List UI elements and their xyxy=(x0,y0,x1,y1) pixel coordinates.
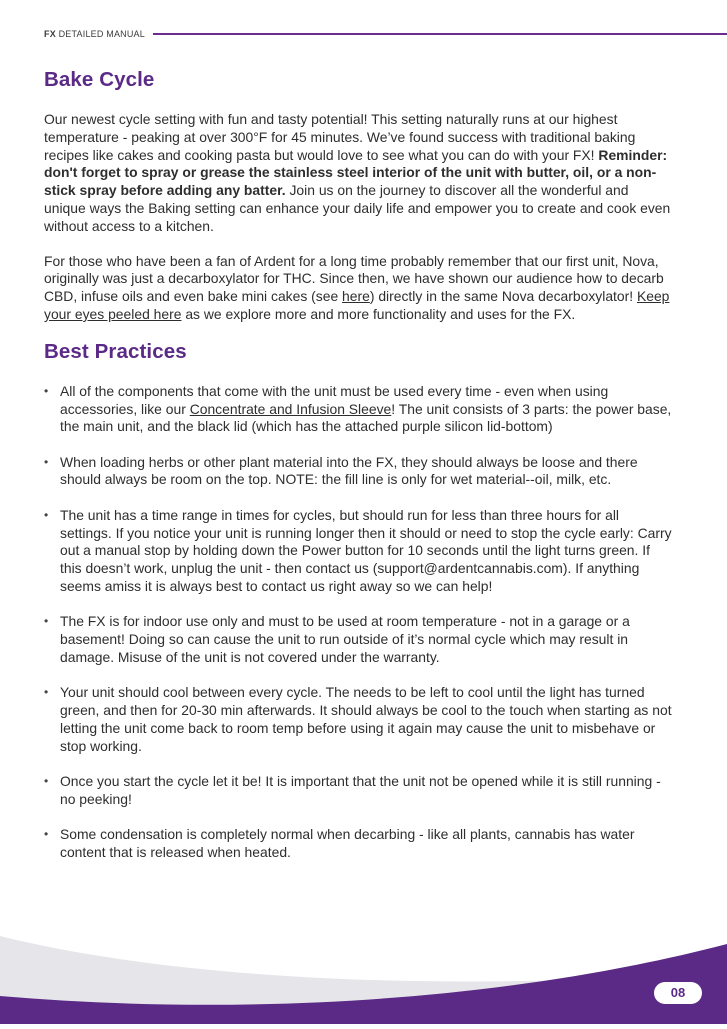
bake-p1-text-a: Our newest cycle setting with fun and tasty potential! This setting naturally runs at our highest temperature - peaking at over 300°F for 45 minutes. We’ve found success with traditional baking recipes like cakes and cooking pasta but would love to see what you can do with your FX! xyxy=(44,111,636,163)
here-link[interactable]: here xyxy=(342,288,370,305)
list-item xyxy=(44,383,674,436)
manual-title-bold: FX xyxy=(44,29,56,39)
bake-reminder: Reminder: don't forget to spray or grease the stainless steel interior of the unit with butter, oil, or a non-stick spray before adding any batter. xyxy=(44,146,668,199)
bake-cycle-paragraph-1 xyxy=(44,111,674,236)
page-footer xyxy=(0,914,727,1024)
page-number: 08 xyxy=(654,982,702,1004)
best-practices-list xyxy=(44,383,674,862)
bullet-1-text-b: ! The unit consists of 3 parts: the power base, the main unit, and the black lid (which has the attached purple silicon lid-bottom) xyxy=(60,400,672,435)
bullet-1-text-a: All of the components that come with the unit must be used every time - even when using accessories, like our xyxy=(60,382,609,417)
list-item: • The unit has a time range in times for cycles, but should run for less than three hours for all settings. If you notice your unit is running longer then it should or need to stop the cycle early: Carry out a manual stop by holding down the Power button for 10 seconds until the light turns green. If this doesn’t work, unplug the unit - then contact us (support@ardentcannabis.com). If anything seems amiss it is always best to contact us right away so we can help! xyxy=(44,507,674,596)
bake-p1-text-b: Join us on the journey to discover all the wonderful and unique ways the Baking setting can enhance your daily life and empower you to create and cook even without access to a kitchen. xyxy=(44,182,671,234)
list-item: • When loading herbs or other plant material into the FX, they should always be loose and there should always be room on the top. NOTE: the fill line is only for wet material--oil, milk, etc. xyxy=(44,454,674,490)
manual-title xyxy=(44,29,145,39)
list-item: • Your unit should cool between every cycle. The needs to be left to cool until the light has turned green, and then for 20-30 min afterwards. It should always be cool to the touch when starting as not letting the unit come back to room temp before using it again may cause the unit to misbehave or stop working. xyxy=(44,684,674,755)
list-item: • The FX is for indoor use only and must to be used at room temperature - not in a garage or a basement! Doing so can cause the unit to run outside of it’s normal cycle which may result in damage. Misuse of the unit is not covered under the warranty. xyxy=(44,613,674,666)
list-item: • Some condensation is completely normal when decarbing - like all plants, cannabis has water content that is released when heated. xyxy=(44,826,674,862)
keep-eyes-peeled-link[interactable]: Keep your eyes peeled here xyxy=(44,288,670,322)
manual-title-rest: DETAILED MANUAL xyxy=(55,29,145,39)
bake-p2-text-a: For those who have been a fan of Ardent for a long time probably remember that our first unit, Nova, originally was just a decarboxylator for THC. Since then, we have shown our audience how to decarb CBD, infuse oils and even bake mini cakes (see xyxy=(44,252,664,305)
bake-cycle-paragraph-2 xyxy=(44,253,674,324)
page-content xyxy=(44,66,674,879)
footer-swoosh xyxy=(0,914,727,1024)
list-item: • Once you start the cycle let it be! It is important that the unit not be opened while it is still running - no peeking! xyxy=(44,773,674,809)
infusion-sleeve-link[interactable]: Concentrate and Infusion Sleeve xyxy=(189,400,392,417)
header-divider xyxy=(153,33,727,35)
bake-cycle-heading: Bake Cycle xyxy=(44,68,155,91)
best-practices-heading: Best Practices xyxy=(44,339,187,363)
bake-p2-text-b: ) directly in the same Nova decarboxylator! xyxy=(369,288,637,305)
bake-p2-text-c: as we explore more and more functionality and uses for the FX. xyxy=(181,305,576,322)
page-header xyxy=(44,26,727,42)
